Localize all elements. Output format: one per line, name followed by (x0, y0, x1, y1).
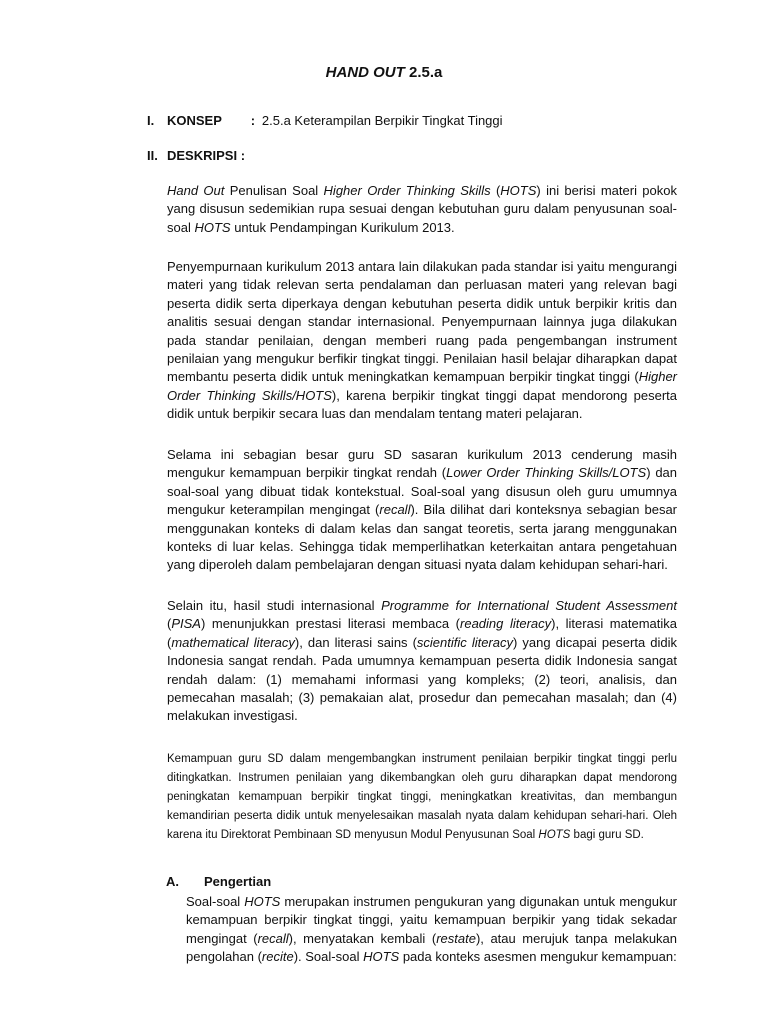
paragraph (167, 446, 677, 575)
section-number: I. (147, 113, 155, 128)
italic-term: Programme for International Student Assessment (381, 598, 677, 613)
italic-term: restate (436, 930, 476, 946)
section-konsep (147, 113, 503, 128)
italic-term: recite (261, 949, 294, 965)
text-run: Selama ini sebagian besar guru SD sasaran kurikulum 2013 cenderung masih mengukur kemampuan berpikir tingkat rendah ( (167, 447, 677, 481)
text-run: Selain itu, hasil studi internasional (167, 598, 382, 613)
italic-term: Hand Out (167, 183, 225, 198)
section-label: KONSEP (167, 113, 222, 128)
italic-term: recall (257, 930, 289, 946)
title-code: 2.5.a (408, 64, 443, 81)
section-value: 2.5.a Keterampilan Berpikir Tingkat Tinggi (261, 113, 503, 128)
section-colon: : (240, 148, 246, 163)
text-run: ), menyatakan kembali ( (288, 930, 437, 946)
italic-term: HOTS (244, 894, 281, 909)
italic-term: HOTS (538, 829, 571, 841)
italic-term: Higher Order Thinking Skills/HOTS (167, 369, 677, 403)
text-run: Kemampuan guru SD dalam mengembangkan instrument penilaian berpikir tingkat tinggi perlu ditingkatkan. Instrumen penilaian yang dikembangkan oleh guru diharapkan dapat mendorong peningkatan kemampuan berpikir tingkat tinggi, meningkatkan kreativitas, dan membangun kemandirian peserta didik untuk menyelesaikan masalah nyata dalam kehidupan sehari-hari. Oleh karena itu Direktorat Pembinaan SD menyusun Modul Penyusunan Soal (167, 753, 677, 841)
italic-term: Lower Order Thinking Skills/LOTS (446, 465, 647, 481)
subsection-paragraph (186, 893, 677, 967)
text-run: merupakan instrumen pengukuran yang digunakan untuk mengukur kemampuan berpikir tingkat tinggi, yaitu kemampuan berpikir yang tidak sekadar mengingat ( (186, 894, 677, 946)
text-run: ). Soal-soal (293, 949, 364, 965)
paragraph (167, 258, 677, 424)
section-colon: : (250, 113, 256, 128)
text-run: ), literasi matematika ( (167, 616, 677, 650)
text-run: Penulisan Soal (224, 183, 324, 198)
text-run: ), atau merujuk tanpa melakukan pengolahan ( (186, 930, 678, 965)
text-run: Penyempurnaan kurikulum 2013 antara lain dilakukan pada standar isi yaitu mengurangi materi yang tidak relevan serta pendalaman dan perluasan materi yang relevan bagi peserta didik serta diperkaya dengan kebutuhan peserta didik untuk berpikir kritis dan analitis sesuai dengan standar internasional. Penyempurnaan lainnya juga dilakukan pada standar penilaian, dengan memberi ruang pada pengembangan instrument penilaian yang mengukur berfikir tingkat tinggi. Penilaian hasil belajar diharapkan dapat membantu peserta didik untuk meningkatkan kemampuan berpikir tingkat tinggi ( (167, 259, 677, 385)
text-run: ) ini berisi materi pokok yang disusun sedemikian rupa sesuai dengan kebutuhan guru dalam penyusunan soal-soal (167, 183, 677, 235)
text-run: ) yang dicapai peserta didik Indonesia sangat rendah. Pada umumnya kemampuan peserta didik Indonesia sangat rendah dalam: (1) memahami informasi yang kompleks; (2) teori, analisis, dan pemecahan masalah; (3) pemakaian alat, prosedur dan pemecahan masalah; dan (4) melakukan investigasi. (167, 634, 677, 724)
italic-term: scientific literacy (416, 634, 513, 650)
subsection-letter: A. (166, 874, 179, 889)
italic-term: HOTS (194, 219, 231, 235)
italic-term: HOTS (363, 949, 400, 965)
text-run: ). Bila dilihat dari konteksnya sebagian besar menggunakan konteks di dalam kelas dan sangat teoretis, serta jarang menggunakan konteks di luar kelas. Sehingga tidak memperlihatkan keterkaitan antara pengetahuan yang diperoleh dalam pembelajaran dengan situasi nyata dalam kehidupan sehari-hari. (167, 502, 678, 573)
italic-term: mathematical literacy (171, 634, 295, 650)
text-run: ), karena berpikir tingkat tinggi dapat mendorong peserta didik untuk berpikir secara luas dan mendalam tentang materi pelajaran. (167, 387, 677, 422)
paragraph (167, 182, 677, 237)
italic-term: HOTS (500, 183, 537, 198)
text-run: ( (167, 616, 172, 632)
section-deskripsi (147, 148, 245, 163)
title-handout: HAND OUT (325, 64, 405, 81)
text-run: pada konteks asesmen mengukur kemampuan: (399, 949, 677, 965)
text-run: bagi guru SD. (570, 829, 644, 841)
text-run: ), dan literasi sains ( (294, 634, 417, 650)
text-run: ( (490, 183, 501, 198)
italic-term: reading literacy (460, 616, 552, 632)
paragraph (167, 750, 677, 845)
section-number: II. (147, 148, 158, 163)
paragraph (167, 597, 677, 726)
text-run: Soal-soal (186, 894, 245, 909)
text-run: untuk Pendampingan Kurikulum 2013. (230, 219, 455, 235)
subsection-heading (166, 874, 271, 889)
italic-term: PISA (171, 616, 201, 632)
section-label: DESKRIPSI (167, 148, 238, 163)
italic-term: recall (379, 502, 411, 518)
text-run: ) menunjukkan prestasi literasi membaca ( (200, 616, 461, 632)
italic-term: Higher Order Thinking Skills (323, 183, 491, 198)
subsection-title: Pengertian (204, 874, 272, 889)
text-run: ) dan soal-soal yang dibuat tidak kontekstual. Soal-soal yang disusun oleh guru umumnya mengukur keterampilan mengingat ( (167, 465, 678, 518)
document-title (0, 64, 768, 81)
